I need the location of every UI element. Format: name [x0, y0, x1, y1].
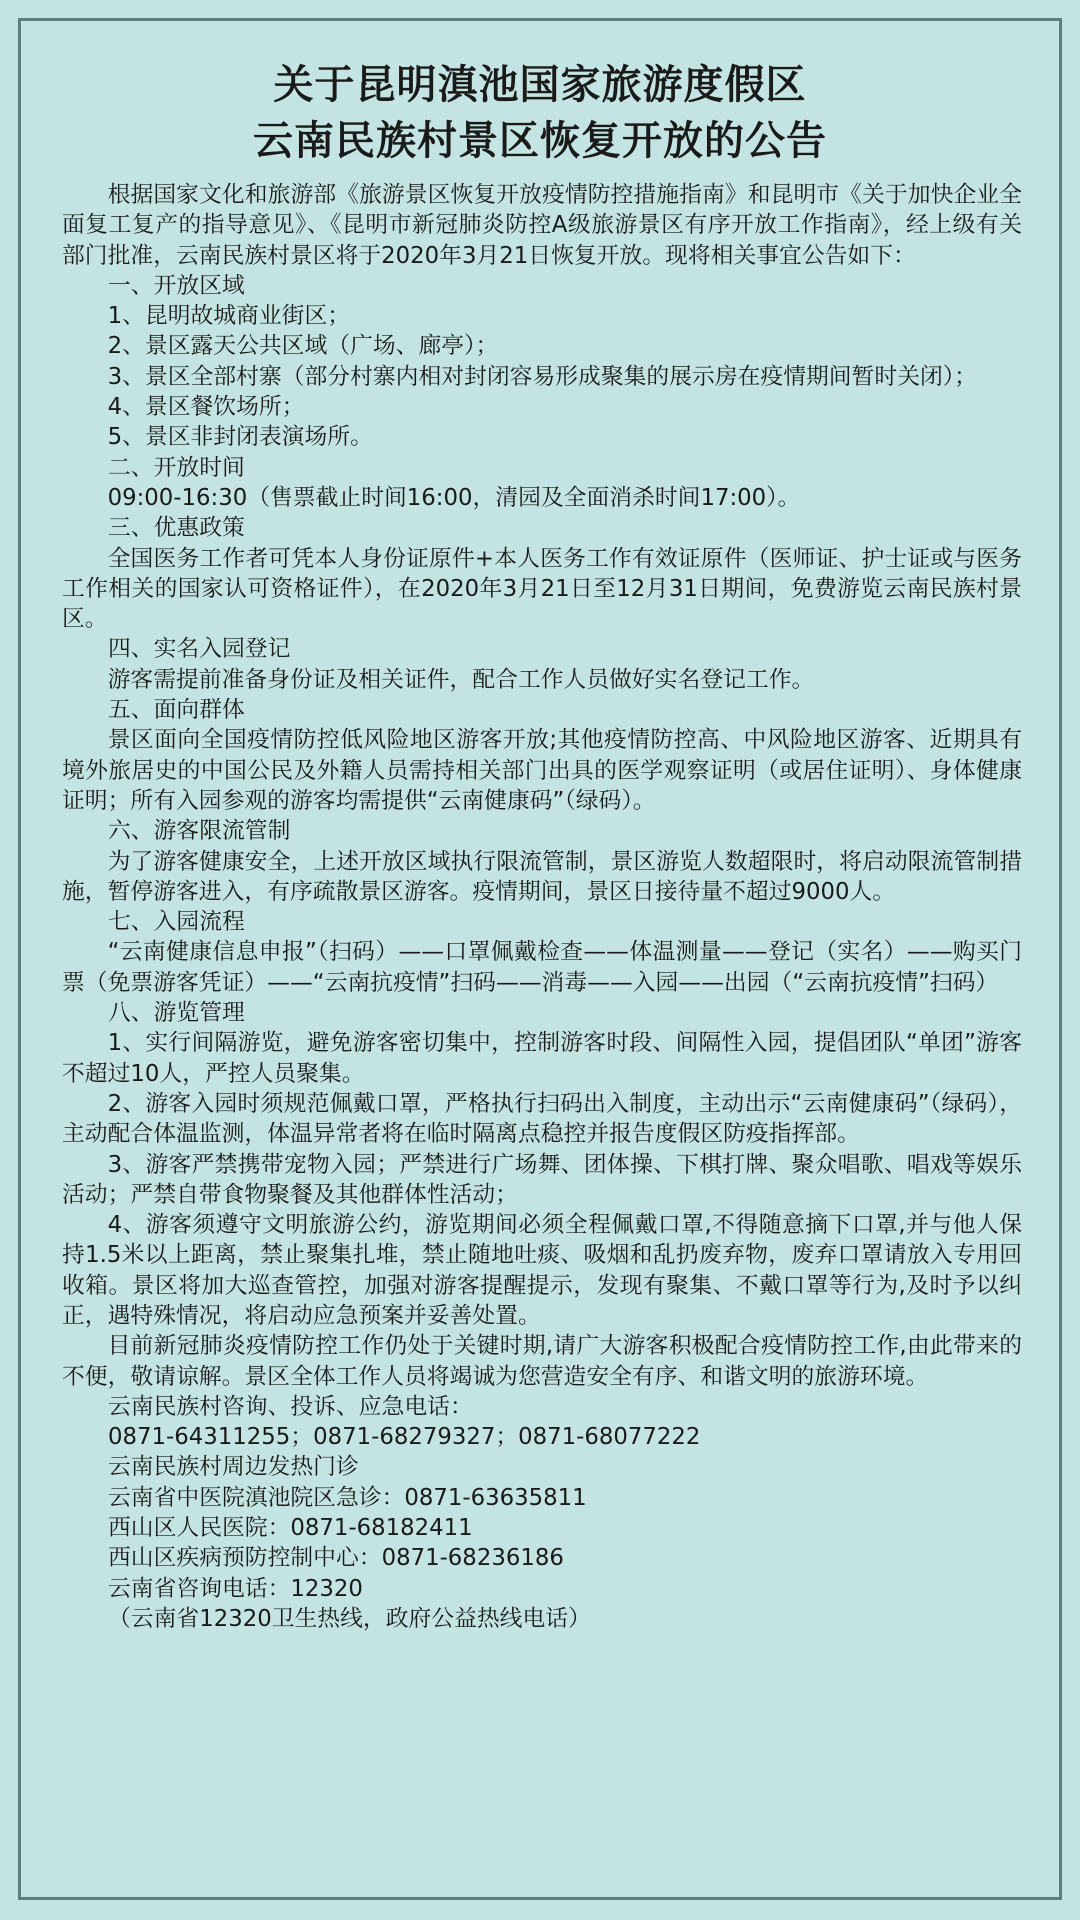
section-heading-discount-policy: 三、优惠政策 — [108, 515, 245, 542]
intro-paragraph: 根据国家文化和旅游部《旅游景区恢复开放疫情防控措施指南》和昆明市《关于加快企业全面复工复产的指导意见》、《昆明市新冠肺炎防控A级旅游景区有序开放工作指南》，经上级有关部门批准，云南民族村景区将于2020年3月21日恢复开放。现将相关事宜公告如下： — [62, 182, 1022, 269]
contact-line: 西山区疾病预防控制中心：0871-68236186 — [108, 1545, 564, 1572]
contact-line: 云南省咨询电话：12320 — [108, 1575, 363, 1602]
notice-title-line-2: 云南民族村景区恢复开放的公告 — [253, 118, 827, 164]
contact-phone-numbers: 0871-64311255；0871-68279327；0871-68077222 — [108, 1424, 701, 1451]
fever-clinic-heading: 云南民族村周边发热门诊 — [108, 1454, 359, 1481]
section-heading-visitor-flow-control: 六、游客限流管制 — [108, 818, 291, 845]
section-heading-visit-management: 八、游览管理 — [108, 1000, 245, 1027]
open-area-item: 2、景区露天公共区域（广场、廊亭）； — [107, 333, 499, 360]
open-area-item: 5、景区非封闭表演场所。 — [107, 424, 373, 451]
visit-management-item: 2、游客入园时须规范佩戴口罩，严格执行扫码出入制度，主动出示“云南健康码”（绿码），主动配合体温监测，体温异常者将在临时隔离点稳控并报告度假区防疫指挥部。 — [62, 1090, 1022, 1148]
contact-line: （云南省12320卫生热线，政府公益热线电话） — [108, 1605, 591, 1632]
open-hours-text: 09:00-16:30（售票截止时间16:00，清园及全面消杀时间17:00）。 — [107, 484, 801, 511]
open-area-item: 1、昆明故城商业街区； — [107, 303, 351, 330]
entry-process-text: “云南健康信息申报”（扫码）——口罩佩戴检查——体温测量——登记（实名）——购买门票（免票游客凭证）——“云南抗疫情”扫码——消毒——入园——出园（“云南抗疫情”扫码） — [62, 939, 1022, 996]
notice-title-line-1: 关于昆明滇池国家旅游度假区 — [273, 62, 807, 108]
section-heading-target-groups: 五、面向群体 — [108, 697, 245, 724]
contact-heading: 云南民族村咨询、投诉、应急电话： — [108, 1393, 473, 1420]
discount-policy-text: 全国医务工作者可凭本人身份证原件+本人医务工作有效证原件（医师证、护士证或与医务工作相关的国家认可资格证件），在2020年3月21日至12月31日期间，免费游览云南民族村景区。 — [62, 545, 1022, 633]
real-name-registration-text: 游客需提前准备身份证及相关证件，配合工作人员做好实名登记工作。 — [107, 666, 815, 693]
section-heading-entry-process: 七、入园流程 — [108, 909, 245, 936]
visit-management-item: 4、游客须遵守文明旅游公约，游览期间必须全程佩戴口罩,不得随意摘下口罩,并与他人保持1.5米以上距离，禁止聚集扎堆，禁止随地吐痰、吸烟和乱扔废弃物，废弃口罩请放入专用回收箱。景区将加大巡查管控，加强对游客提醒提示，发现有聚集、不戴口罩等行为,及时予以纠正，遇特殊情况，将启动应急预案并妥善处置。 — [62, 1212, 1022, 1329]
contact-line: 云南省中医院滇池院区急诊：0871-63635811 — [108, 1484, 587, 1511]
visit-management-item: 1、实行间隔游览，避免游客密切集中，控制游客时段、间隔性入园，提倡团队“单团”游客不超过10人，严控人员聚集。 — [62, 1030, 1022, 1087]
open-area-item: 3、景区全部村寨（部分村寨内相对封闭容易形成聚集的展示房在疫情期间暂时关闭）； — [107, 363, 977, 390]
visitor-flow-control-text: 为了游客健康安全，上述开放区域执行限流管制，景区游览人数超限时，将启动限流管制措施，暂停游客进入，有序疏散景区游客。疫情期间，景区日接待量不超过9000人。 — [62, 848, 1022, 905]
visit-management-item: 3、游客严禁携带宠物入园；严禁进行广场舞、团体操、下棋打牌、聚众唱歌、唱戏等娱乐活动；严禁自带食物聚餐及其他群体性活动； — [62, 1151, 1022, 1208]
target-groups-text: 景区面向全国疫情防控低风险地区游客开放;其他疫情防控高、中风险地区游客、近期具有境外旅居史的中国公民及外籍人员需持相关部门出具的医学观察证明（或居住证明）、身体健康证明；所有入园参观的游客均需提供“云南健康码”（绿码）。 — [62, 727, 1022, 814]
section-heading-open-areas: 一、开放区域 — [108, 272, 245, 299]
contact-line: 西山区人民医院：0871-68182411 — [108, 1515, 473, 1542]
section-heading-real-name-registration: 四、实名入园登记 — [108, 636, 291, 663]
notice-body — [62, 180, 1022, 1634]
closing-paragraph: 目前新冠肺炎疫情防控工作仍处于关键时期,请广大游客积极配合疫情防控工作,由此带来的不便，敬请谅解。景区全体工作人员将竭诚为您营造安全有序、和谐文明的旅游环境。 — [62, 1333, 1022, 1390]
open-area-item: 4、景区餐饮场所； — [107, 394, 305, 421]
section-heading-open-hours: 二、开放时间 — [108, 454, 245, 481]
